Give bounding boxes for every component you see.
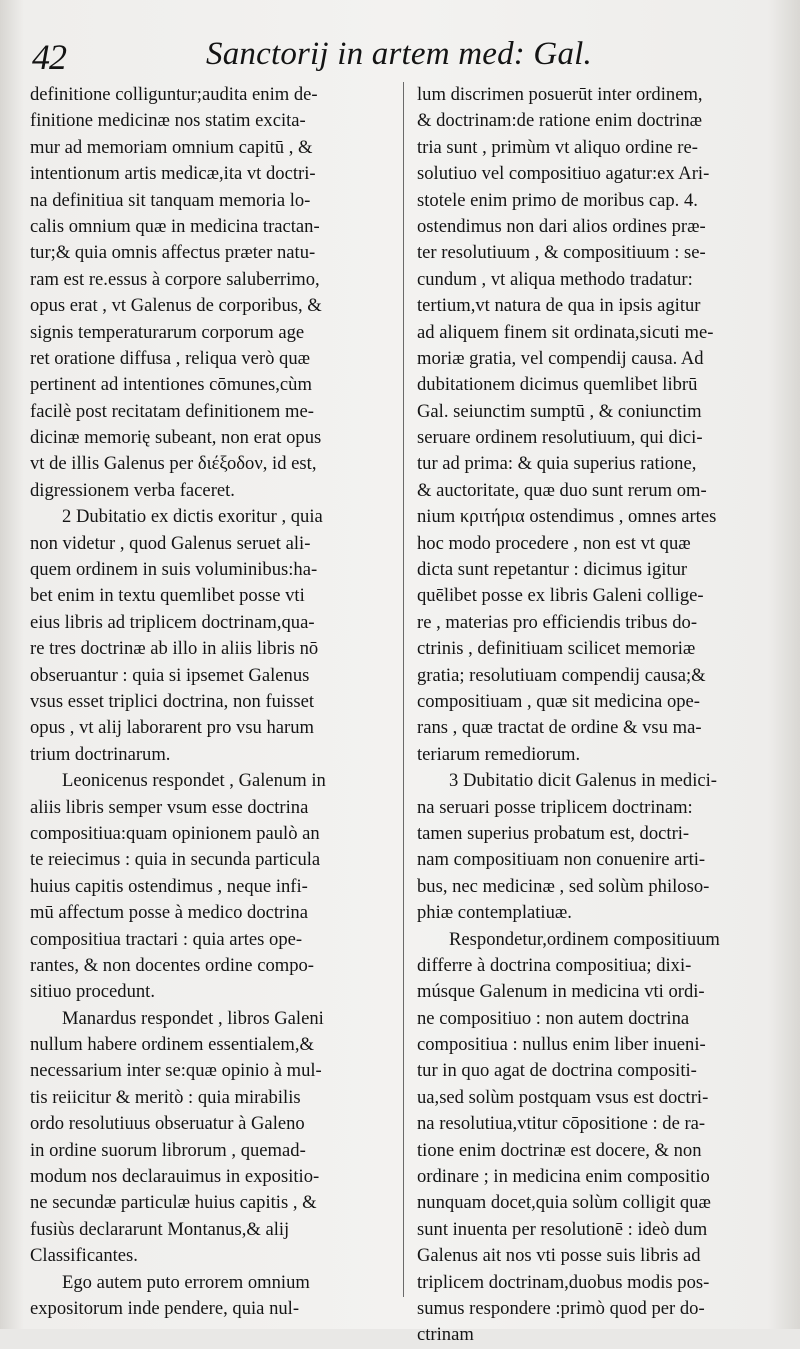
text-line: mū affectum posse à medico doctrina [30, 902, 308, 924]
text-line: calis omnium quæ in medicina tractan- [30, 215, 320, 237]
column-divider [403, 82, 404, 1297]
text-line: quēlibet posse ex libris Galeni collige- [417, 585, 704, 607]
text-line: ordo resolutiuus obseruatur à Galeno [30, 1113, 305, 1135]
text-line: nam compositiuam non conuenire arti- [417, 849, 706, 871]
text-line: ostendimus non dari alios ordines præ- [417, 215, 706, 237]
text-line: cundum , vt aliqua methodo tradatur: [417, 268, 693, 290]
text-line: compositiuam , quæ sit medicina ope- [417, 690, 700, 712]
text-line: & auctoritate, quæ duo sunt rerum om- [417, 479, 707, 501]
text-line: aliis libris semper vsum esse doctrina [30, 796, 309, 818]
text-line: teriarum remediorum. [417, 743, 581, 765]
page-number: 42 [32, 37, 66, 77]
text-line: non videtur , quod Galenus seruet ali- [30, 532, 311, 554]
text-line: ad aliquem finem sit ordinata,sicuti me- [417, 321, 714, 343]
text-line: seruare ordinem resolutiuum, qui dici- [417, 427, 703, 449]
text-line: dicinæ memorię subeant, non erat opus [30, 427, 322, 449]
text-line: quem ordinem in suis voluminibus:ha- [30, 559, 318, 581]
text-line: Classificantes. [30, 1245, 138, 1267]
text-line: obseruantur : quia si ipsemet Galenus [30, 664, 310, 686]
text-line: Manardus respondet , libros Galeni [62, 1007, 324, 1029]
text-line: necessarium inter se:quæ opinio à mul- [30, 1060, 322, 1082]
running-title: Sanctorij in artem med: Gal. [206, 36, 592, 72]
text-line: triplicem doctrinam,duobus modis pos- [417, 1271, 710, 1293]
text-line: pertinent ad intentiones cōmunes,cùm [30, 374, 312, 396]
text-line: solutiuo vel compositiuo agatur:ex Ari- [417, 163, 710, 185]
text-line: tur ad prima: & quia superius ratione, [417, 453, 697, 475]
text-line: vt de illis Galenus per διέξοδον, id est, [30, 453, 317, 475]
text-line: ret oratione diffusa , reliqua verò quæ [30, 347, 311, 369]
text-line: ctrinis , definitiuam scilicet memoriæ [417, 638, 696, 660]
text-line: modum nos declarauimus in expositio- [30, 1166, 320, 1188]
text-line: mur ad memoriam omnium capitū , & [30, 136, 313, 158]
text-line: tur;& quia omnis affectus præter natu- [30, 242, 316, 264]
text-line: Galenus ait nos vti posse suis libris ad [417, 1245, 701, 1267]
text-line: ne secundæ particulæ huius capitis , & [30, 1192, 317, 1214]
text-line: compositiua tractari : quia artes ope- [30, 928, 303, 950]
text-line: Gal. seiunctim sumptū , & coniunctim [417, 400, 702, 422]
text-line: músque Galenum in medicina vti ordi- [417, 981, 705, 1003]
text-line: na resolutiua,vtitur cōpositione : de ra- [417, 1113, 706, 1135]
text-line: sunt inuenta per resolutionē : ideò dum [417, 1218, 708, 1240]
text-line: opus , vt alij laborarent pro vsu harum [30, 717, 315, 739]
text-line: finitione medicinæ nos statim excita- [30, 110, 306, 132]
text-line: Respondetur,ordinem compositiuum [449, 928, 720, 950]
text-line: rans , quæ tractat de ordine & vsu ma- [417, 717, 702, 739]
text-line: ram est re.essus à corpore saluberrimo, [30, 268, 320, 290]
text-line: te reiecimus : quia in secunda particula [30, 849, 321, 871]
text-line: & doctrinam:de ratione enim doctrinæ [417, 110, 703, 132]
text-line: 2 Dubitatio ex dictis exoritur , quia [62, 506, 323, 528]
text-line: dicta sunt repetantur : dicimus igitur [417, 559, 688, 581]
text-line: na seruari posse triplicem doctrinam: [417, 796, 693, 818]
text-line: bus, nec medicinæ , sed solùm philoso- [417, 875, 710, 897]
text-line: trium doctrinarum. [30, 743, 171, 765]
text-line: phiæ contemplatiuæ. [417, 902, 572, 924]
text-line: tertium,vt natura de qua in ipsis agitur [417, 295, 701, 317]
text-line: intentionum artis medicæ,ita vt doctri- [30, 163, 316, 185]
text-line: 3 Dubitatio dicit Galenus in medici- [449, 770, 718, 792]
text-line: tis reiicitur & meritò : quia mirabilis [30, 1086, 301, 1108]
text-line: differre à doctrina compositiua; dixi- [417, 954, 692, 976]
page-header [28, 28, 778, 76]
text-line: nunquam docet,quia solùm colligit quæ [417, 1192, 711, 1214]
text-line: tria sunt , primùm vt aliquo ordine re- [417, 136, 698, 158]
text-line: opus erat , vt Galenus de corporibus, & [30, 295, 322, 317]
text-line: gratia; resolutiuam compendij causa;& [417, 664, 706, 686]
text-line: compositiua:quam opinionem paulò an [30, 822, 320, 844]
text-line: tur in quo agat de doctrina compositi- [417, 1060, 697, 1082]
text-line: re tres doctrinæ ab illo in aliis libris nō [30, 638, 319, 660]
text-line: facilè post recitatam definitionem me- [30, 400, 314, 422]
text-line: sitiuo procedunt. [30, 981, 155, 1003]
text-line: sumus respondere :primò quod per do- [417, 1297, 705, 1319]
text-line: compositiua : nullus enim liber inueni- [417, 1034, 706, 1056]
text-line: huius capitis ostendimus , neque infi- [30, 875, 308, 897]
right-text-column [417, 82, 785, 1349]
text-line: nium κριτήρια ostendimus , omnes artes [417, 506, 717, 528]
text-line: ter resolutiuum , & compositiuum : se- [417, 242, 706, 264]
text-line: nullum habere ordinem essentialem,& [30, 1034, 314, 1056]
text-line: moriæ gratia, vel compendij causa. Ad [417, 347, 704, 369]
text-line: ua,sed solùm postquam vsus est doctri- [417, 1086, 709, 1108]
text-line: Leonicenus respondet , Galenum in [62, 770, 326, 792]
text-line: definitione colliguntur;audita enim de- [30, 84, 318, 105]
text-line: tione enim doctrinæ est docere, & non [417, 1139, 702, 1161]
text-line: digressionem verba faceret. [30, 479, 235, 501]
text-line: ne compositiuo : non autem doctrina [417, 1007, 690, 1029]
text-line: lum discrimen posuerūt inter ordinem, [417, 84, 703, 105]
text-line: expositorum inde pendere, quia nul- [30, 1297, 300, 1319]
text-line: dubitationem dicimus quemlibet librū [417, 374, 698, 396]
text-line: ordinare ; in medicina enim compositio [417, 1166, 710, 1188]
left-text-column [30, 82, 398, 1322]
text-line: in ordine suorum librorum , quemad- [30, 1139, 306, 1161]
text-line: rantes, & non docentes ordine compo- [30, 954, 314, 976]
text-line: ctrinam [417, 1324, 474, 1346]
text-line: tamen superius probatum est, doctri- [417, 822, 690, 844]
text-line: stotele enim primo de moribus cap. 4. [417, 189, 698, 211]
text-line: bet enim in textu quemlibet posse vti [30, 585, 305, 607]
text-line: vsus esset triplici doctrina, non fuisset [30, 690, 315, 712]
text-line: re , materias pro efficiendis tribus do- [417, 611, 698, 633]
text-line: eius libris ad triplicem doctrinam,qua- [30, 611, 315, 633]
text-line: Ego autem puto errorem omnium [62, 1271, 310, 1293]
text-line: na definitiua sit tanquam memoria lo- [30, 189, 311, 211]
text-line: signis temperaturarum corporum age [30, 321, 305, 343]
text-line: hoc modo procedere , non est vt quæ [417, 532, 691, 554]
text-line: fusiùs declararunt Montanus,& alij [30, 1218, 290, 1240]
